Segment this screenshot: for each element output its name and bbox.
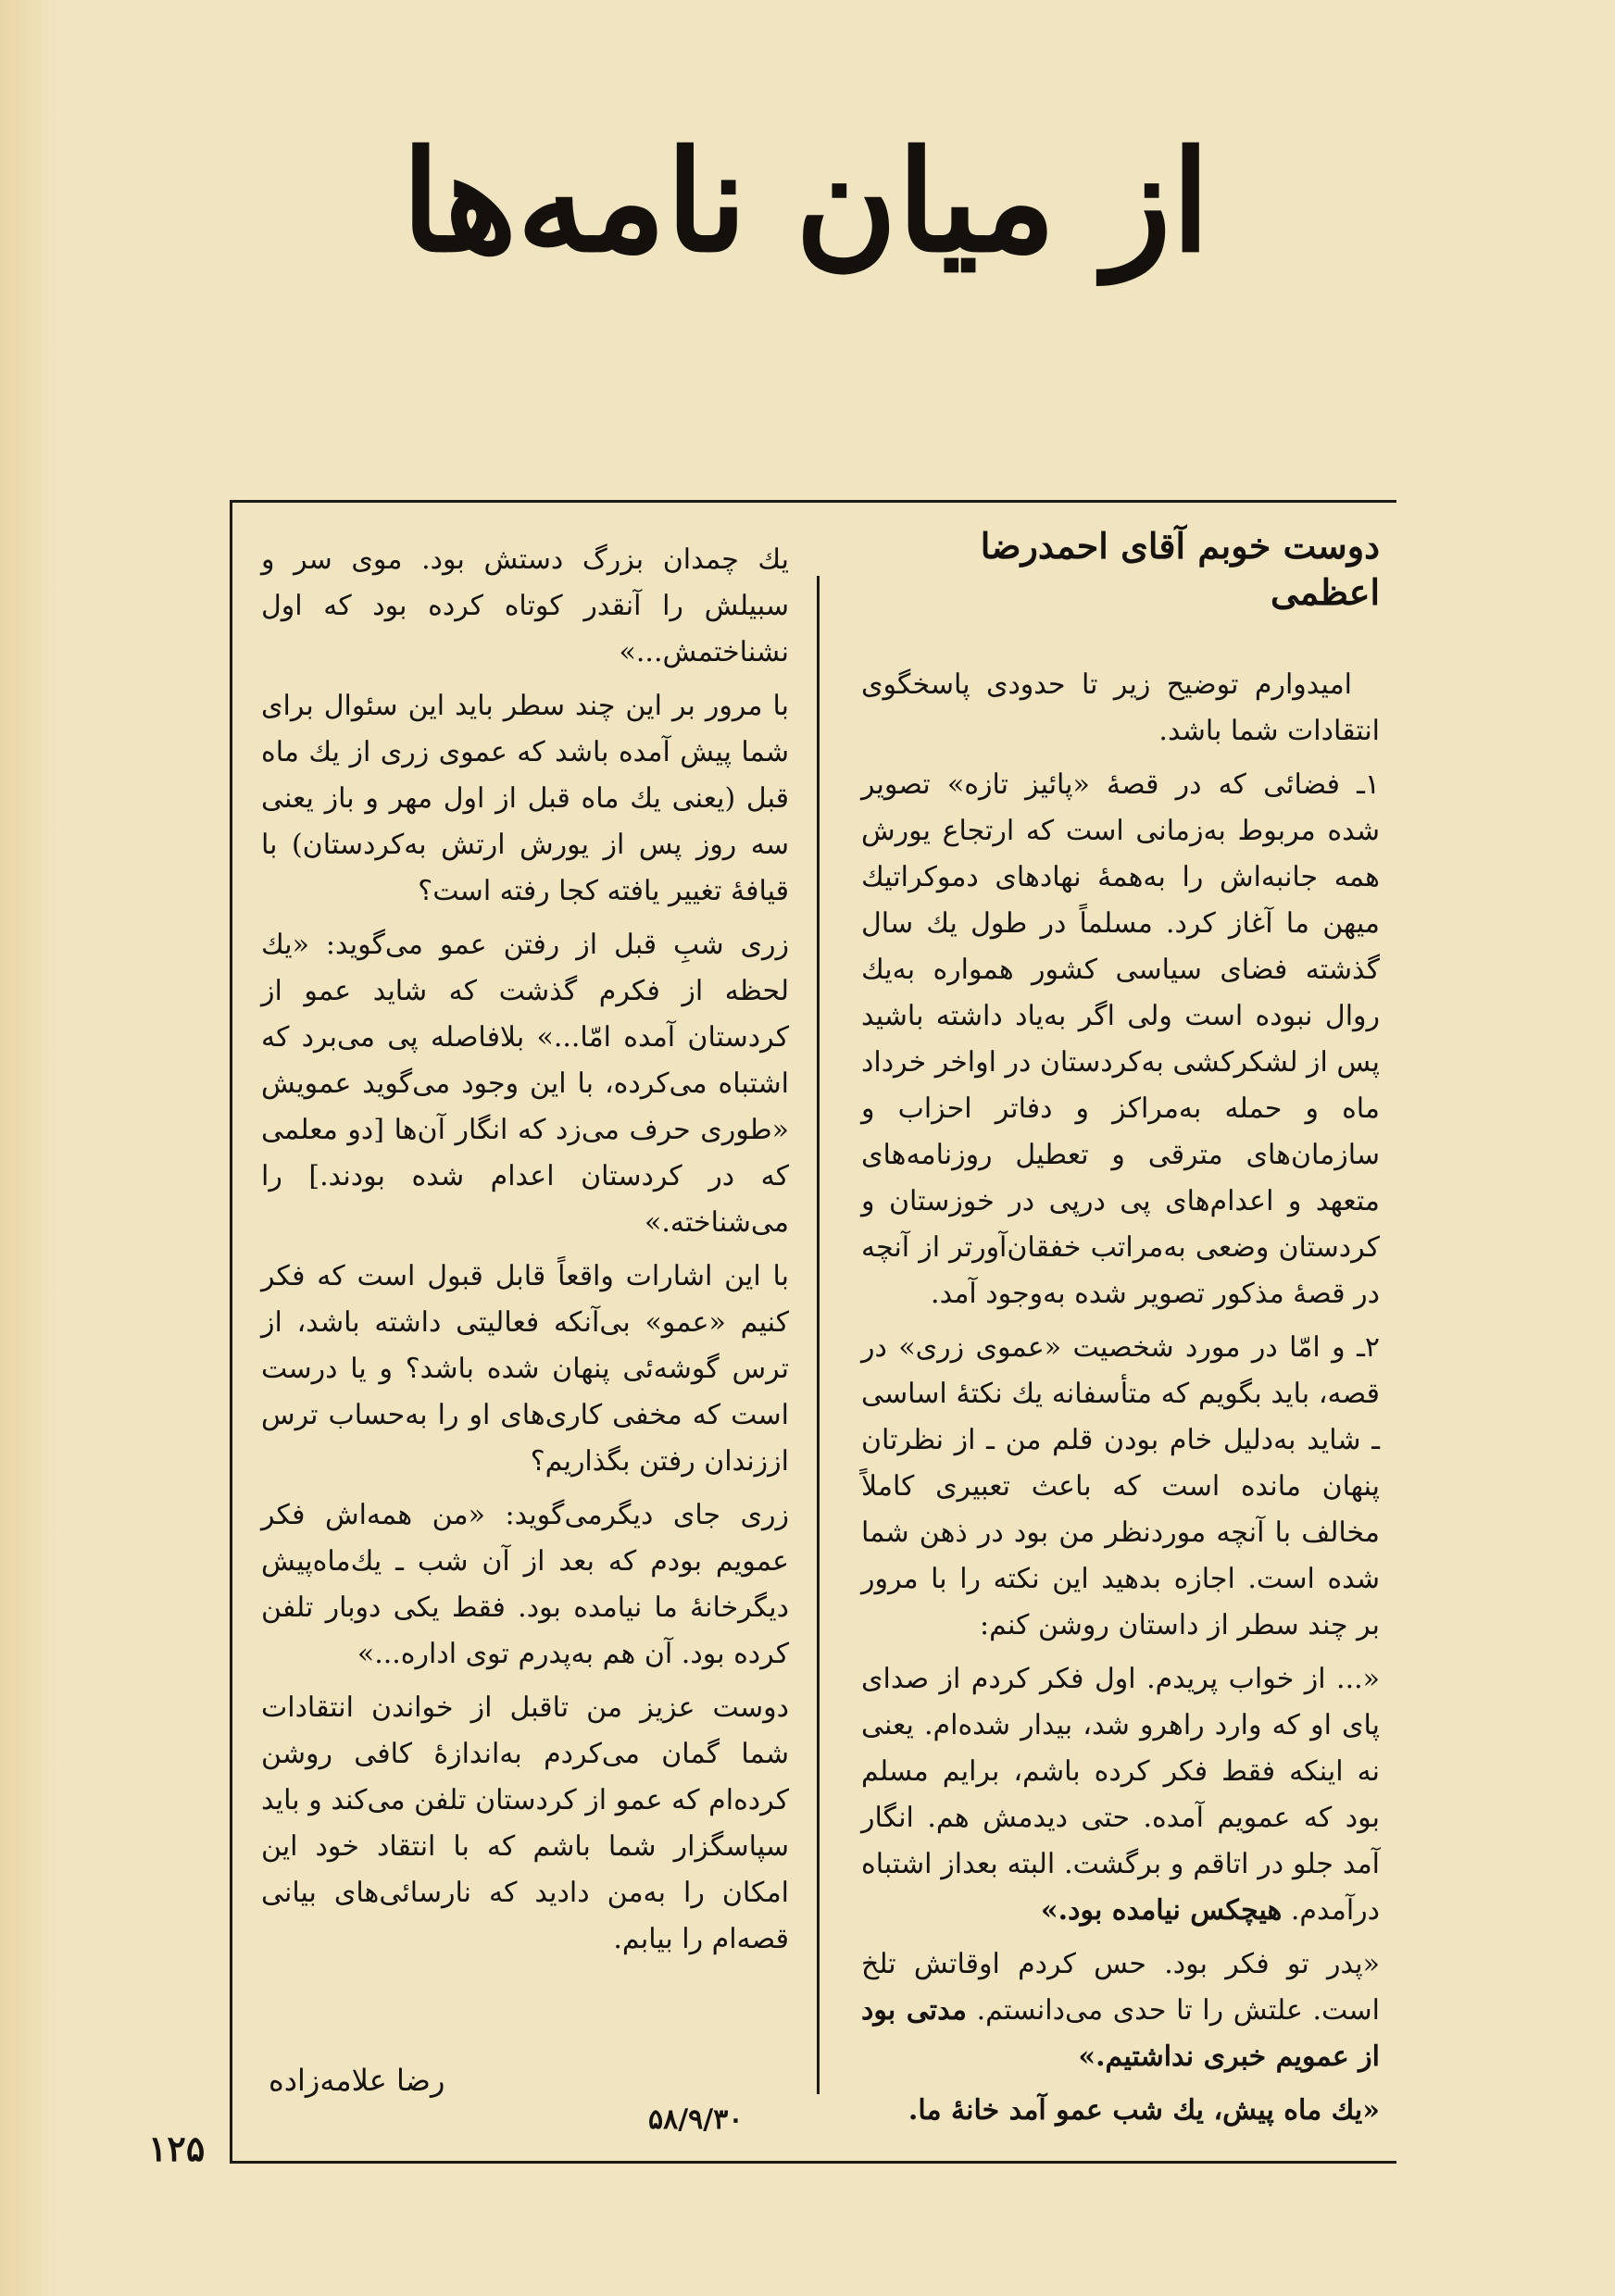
frame-left-rule <box>230 500 232 2163</box>
paragraph: با مرور بر این چند سطر باید این سئوال برای شما پیش آمده باشد که عموی زری از یك ماه قبل (یعنی یك ماه قبل از اول مهر و باز یعنی سه روز پس از یورش ارتش به‌کردستان) با قیافهٔ تغییر یافته کجا رفته است؟ <box>261 690 789 907</box>
letter-heading: دوست خوبم آقای احمدرضا اعظمی <box>980 525 1380 613</box>
title-calligraphy <box>278 65 1333 454</box>
signature: رضا علامه‌زاده <box>269 2063 445 2098</box>
paragraph: زری شبِ قبل از رفتن عمو می‌گوید: «یك لحظه از فکرم گذشت که شاید عمو از کردستان آمده امّا...» بلافاصله پی می‌برد که اشتباه می‌کرده، با این وجود می‌گوید عمویش «طوری حرف می‌زد که انگار آن‌ها [دو معلمی که در کردستان اعدام شده بودند.] را می‌شناخته.» <box>261 929 789 1239</box>
frame-top-rule <box>230 500 1396 503</box>
quote-paragraph: «یك ماه پیش، یك شب عمو آمد خانهٔ ما. <box>908 2094 1380 2127</box>
right-column <box>861 523 1380 2141</box>
paragraph: ۱ـ فضائی که در قصهٔ «پائیز تازه» تصویر شده مربوط به‌زمانی است که ارتجاع یورش همه جانبه‌اش را به‌همهٔ نهادهای دموکراتیك میهن ما آغاز کرد. مسلماً در طول یك سال گذشته فضای سیاسی کشور همواره به‌یك روال نبوده است ولی اگر به‌یاد داشته باشید پس از لشکرکشی به‌کردستان در اواخر خرداد ماه و حمله به‌مراکز و دفاتر احزاب و سازمان‌های مترقی و تعطیل روزنامه‌های متعهد و اعدام‌های پی درپی در خوزستان و کردستان وضعی به‌مراتب خفقان‌آورتر از آنچه در قصهٔ مذکور تصویر شده به‌وجود آمد. <box>861 768 1380 1310</box>
paragraph: امیدوارم توضیح زیر تا حدودی پاسخگوی انتقادات شما باشد. <box>861 668 1380 747</box>
left-column <box>261 537 789 1970</box>
paragraph: یك چمدان بزرگ دستش بود. موی سر و سبیلش را آنقدر کوتاه کرده بود که اول نشناختمش...» <box>261 543 789 668</box>
column-divider <box>817 576 820 2094</box>
date: ۵۸/۹/۳۰ <box>648 2103 744 2136</box>
quote-text: «... از خواب پریدم. اول فکر کردم از صدای پای او که وارد راهرو شد، بیدار شده‌ام. یعنی نه اینکه فقط فکر کرده باشم، برایم مسلم بود که عمویم آمده. حتی دیدمش هم. انگار آمد جلو در اتاقم و برگشت. البته بعداز اشتباه درآمدم. <box>861 1663 1380 1927</box>
quote-text-bold: هیچکس نیامده بود.» <box>1040 1894 1283 1927</box>
page-number: ۱۲۵ <box>148 2128 206 2169</box>
page-edge <box>0 0 57 2296</box>
paragraph: با این اشارات واقعاً قابل قبول است که فکر کنیم «عمو» بی‌آنکه فعالیتی داشته باشد، از ترس گوشه‌ئی پنهان شده باشد؟ و یا درست است که مخفی کاری‌های او را به‌حساب ترس اززندان رفتن بگذاریم؟ <box>261 1260 789 1478</box>
quote-text: «پدر تو فکر بود. حس کردم اوقاتش تلخ است. علتش را تا حدی می‌دانستم. <box>861 1948 1380 2027</box>
page-title: از میان نامه‌ها <box>401 120 1210 283</box>
paragraph: دوست عزیز من تاقبل از خواندن انتقادات شما گمان می‌کردم به‌اندازهٔ کافی روشن کرده‌ام که عمو از کردستان تلفن می‌کند و باید سپاسگزار شما باشم که با انتقاد خود این امکان را به‌من دادید که نارسائی‌های بیانی قصه‌ام را بیابم. <box>261 1691 789 1955</box>
quote-text-bold: مدتی بود از عمویم خبری نداشتیم.» <box>861 1994 1380 2073</box>
paragraph: زری جای دیگرمی‌گوید: «من همه‌اش فکر عمویم بودم که بعد از آن شب ـ یك‌ماه‌پیش دیگرخانهٔ ما نیامده بود. فقط یکی دوبار تلفن کرده بود. آن هم به‌پدرم توی اداره...» <box>261 1499 789 1670</box>
paragraph: ۲ـ و امّا در مورد شخصیت «عموی زری» در قصه، باید بگویم که متأسفانه یك نکتهٔ اساسی ـ شاید به‌دلیل خام بودن قلم من ـ از نظرتان پنهان مانده است که باعث تعبیری کاملاً مخالف با آنچه موردنظر من بود در ذهن شما شده است. اجازه بدهید این نکته را با مرور بر چند سطر از داستان روشن کنم: <box>861 1331 1380 1641</box>
quote-paragraph <box>861 1941 1380 2080</box>
frame-bottom-rule <box>230 2161 1396 2164</box>
quote-paragraph <box>861 1656 1380 1934</box>
